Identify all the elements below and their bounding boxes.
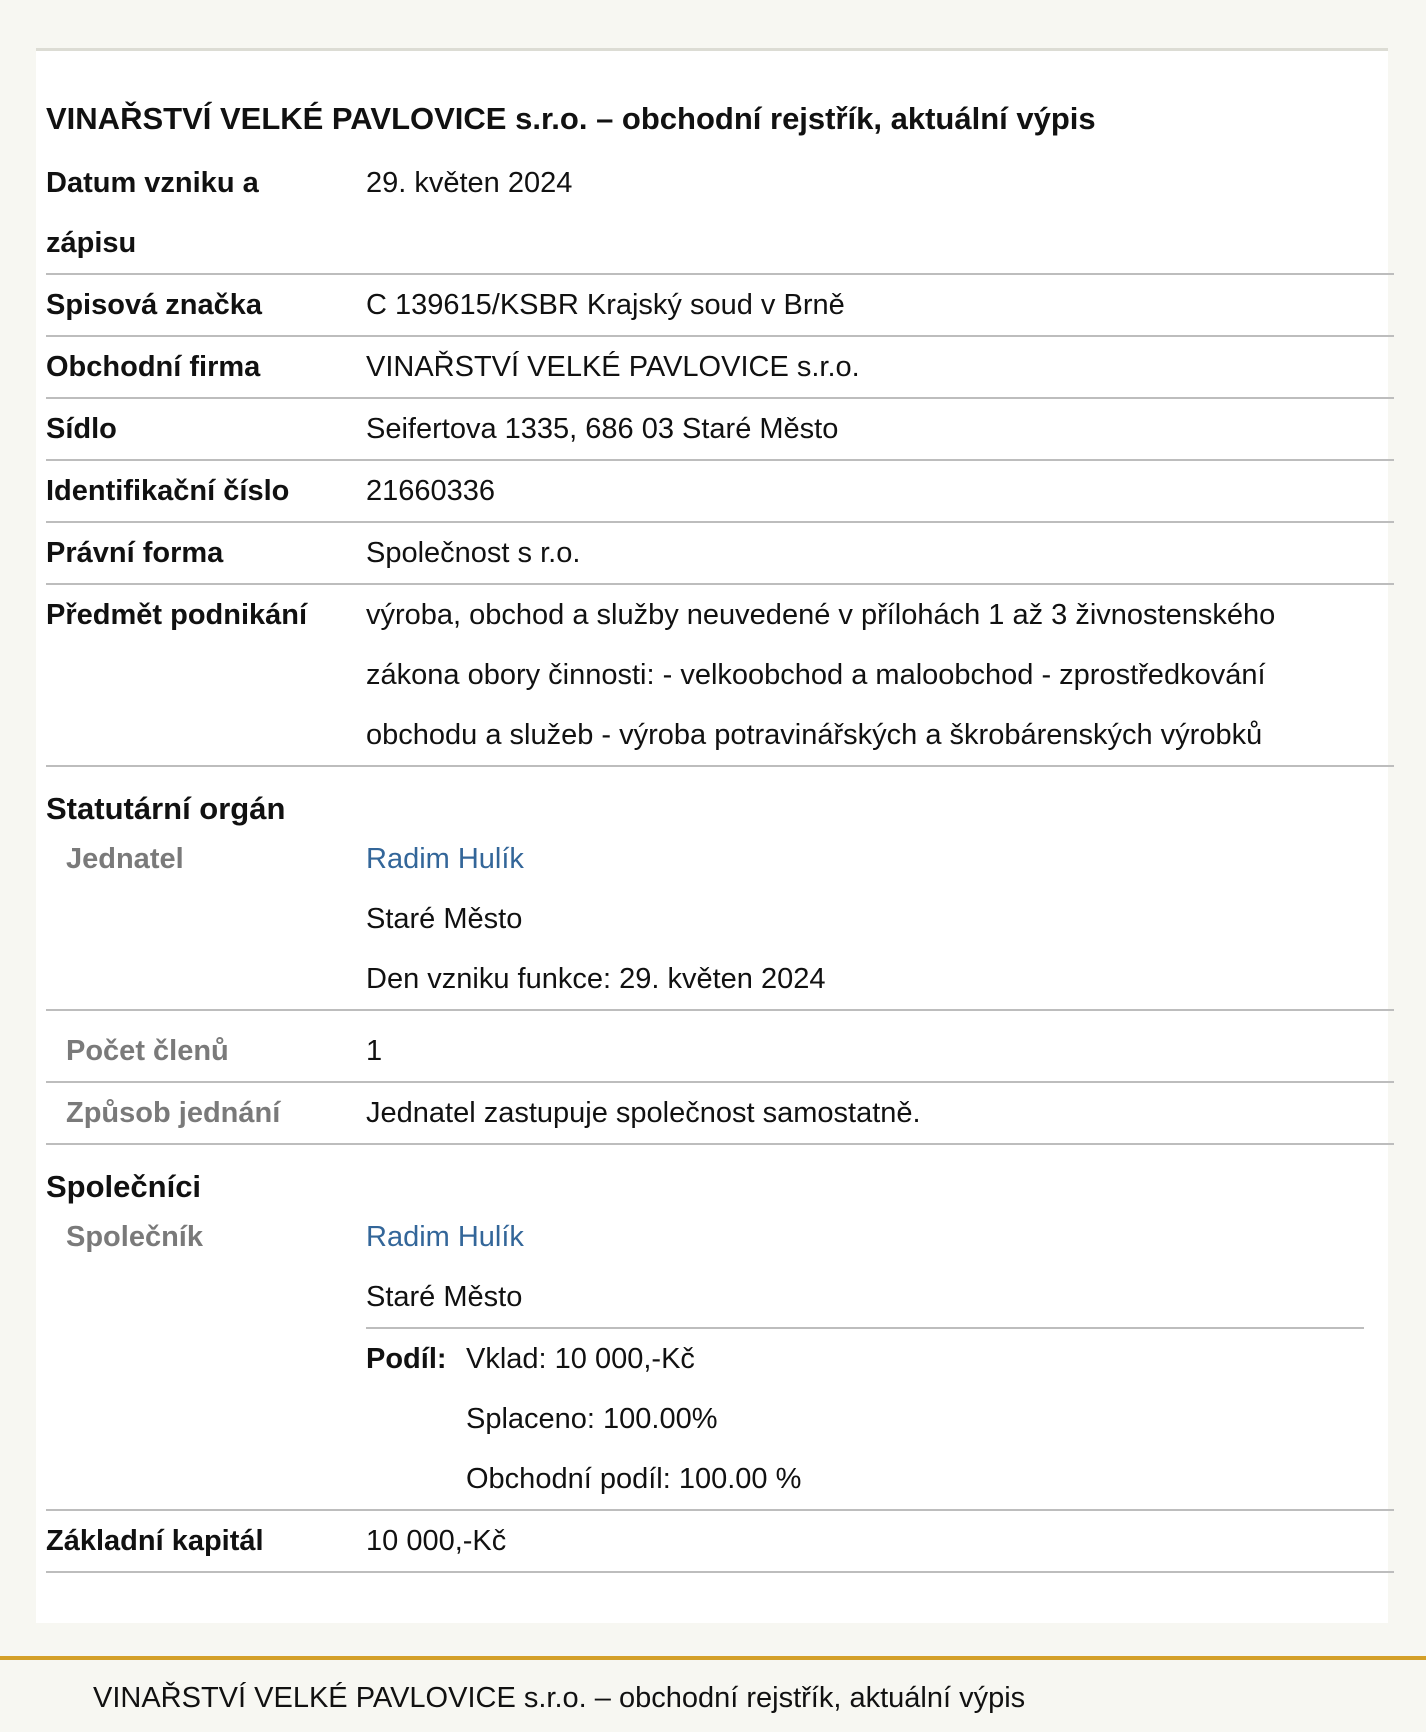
footer	[0, 1656, 1426, 1732]
row-value	[366, 585, 1394, 765]
row-value: 10 000,-Kč	[366, 1525, 507, 1557]
row-value: 1	[366, 1035, 383, 1067]
row-value	[366, 829, 1394, 1009]
row-value: 29. květen 2024	[366, 167, 573, 199]
row-predmet-podnikani	[46, 585, 1394, 767]
row-label: Jednatel	[66, 843, 184, 875]
share-label: Podíl:	[366, 1343, 447, 1375]
row-label: Spisová značka	[46, 289, 262, 321]
row-value: C 139615/KSBR Krajský soud v Brně	[366, 289, 845, 321]
row-label	[46, 153, 366, 273]
row-sidlo	[46, 399, 1394, 461]
row-label: Identifikační číslo	[46, 475, 290, 507]
row-ico	[46, 461, 1394, 523]
row-label: Způsob jednání	[66, 1097, 281, 1129]
section-title-statutarni: Statutární orgán	[46, 791, 286, 826]
person-city: Staré Město	[366, 1281, 523, 1313]
label-line: Datum vzniku a	[46, 167, 259, 199]
row-zpusob-jednani	[46, 1083, 1394, 1145]
row-spolecnik	[46, 1207, 1394, 1511]
row-datum-vzniku	[46, 153, 1394, 275]
page-title: VINAŘSTVÍ VELKÉ PAVLOVICE s.r.o. – obchodní rejstřík, aktuální výpis	[46, 101, 1096, 136]
row-jednatel	[46, 829, 1394, 1011]
row-value: VINAŘSTVÍ VELKÉ PAVLOVICE s.r.o.	[366, 351, 860, 383]
person-link[interactable]: Radim Hulík	[366, 843, 524, 875]
row-label: Sídlo	[46, 413, 117, 445]
footer-text: VINAŘSTVÍ VELKÉ PAVLOVICE s.r.o. – obchodní rejstřík, aktuální výpis	[93, 1682, 1026, 1714]
share-vklad: Vklad: 10 000,-Kč	[466, 1343, 695, 1375]
row-pravni-forma	[46, 523, 1394, 585]
share-splaceno: Splaceno: 100.00%	[466, 1403, 718, 1435]
row-label: Počet členů	[66, 1035, 229, 1067]
value-line: zákona obory činnosti: - velkoobchod a maloobchod - zprostředkování	[366, 659, 1266, 691]
row-value: Jednatel zastupuje společnost samostatně.	[366, 1097, 921, 1129]
row-value: 21660336	[366, 475, 496, 507]
share-podil: Obchodní podíl: 100.00 %	[466, 1463, 802, 1495]
share-values	[466, 1329, 1364, 1509]
row-zakladni-kapital	[46, 1511, 1394, 1573]
row-pocet-clenu	[46, 1011, 1394, 1083]
row-label: Právní forma	[46, 537, 224, 569]
person-link[interactable]: Radim Hulík	[366, 1221, 524, 1253]
row-label: Obchodní firma	[46, 351, 261, 383]
person-city: Staré Město	[366, 903, 523, 935]
row-value: Seifertova 1335, 686 03 Staré Město	[366, 413, 839, 445]
share-block	[366, 1327, 1364, 1509]
row-value	[366, 1207, 1394, 1509]
record-table	[46, 153, 1394, 1573]
row-label: Společník	[66, 1221, 203, 1253]
row-label: Předmět podnikání	[46, 599, 308, 631]
value-line: obchodu a služeb - výroba potravinářských a škrobárenských výrobků	[366, 719, 1263, 751]
row-obchodni-firma	[46, 337, 1394, 399]
function-since: Den vzniku funkce: 29. květen 2024	[366, 963, 826, 995]
section-title-spolecnici: Společníci	[46, 1169, 202, 1204]
row-spisova-znacka	[46, 275, 1394, 337]
label-line: zápisu	[46, 227, 137, 259]
row-value: Společnost s r.o.	[366, 537, 581, 569]
row-label: Základní kapitál	[46, 1525, 264, 1557]
record-card	[36, 48, 1388, 1623]
value-line: výroba, obchod a služby neuvedené v přílohách 1 až 3 živnostenského	[366, 599, 1276, 631]
